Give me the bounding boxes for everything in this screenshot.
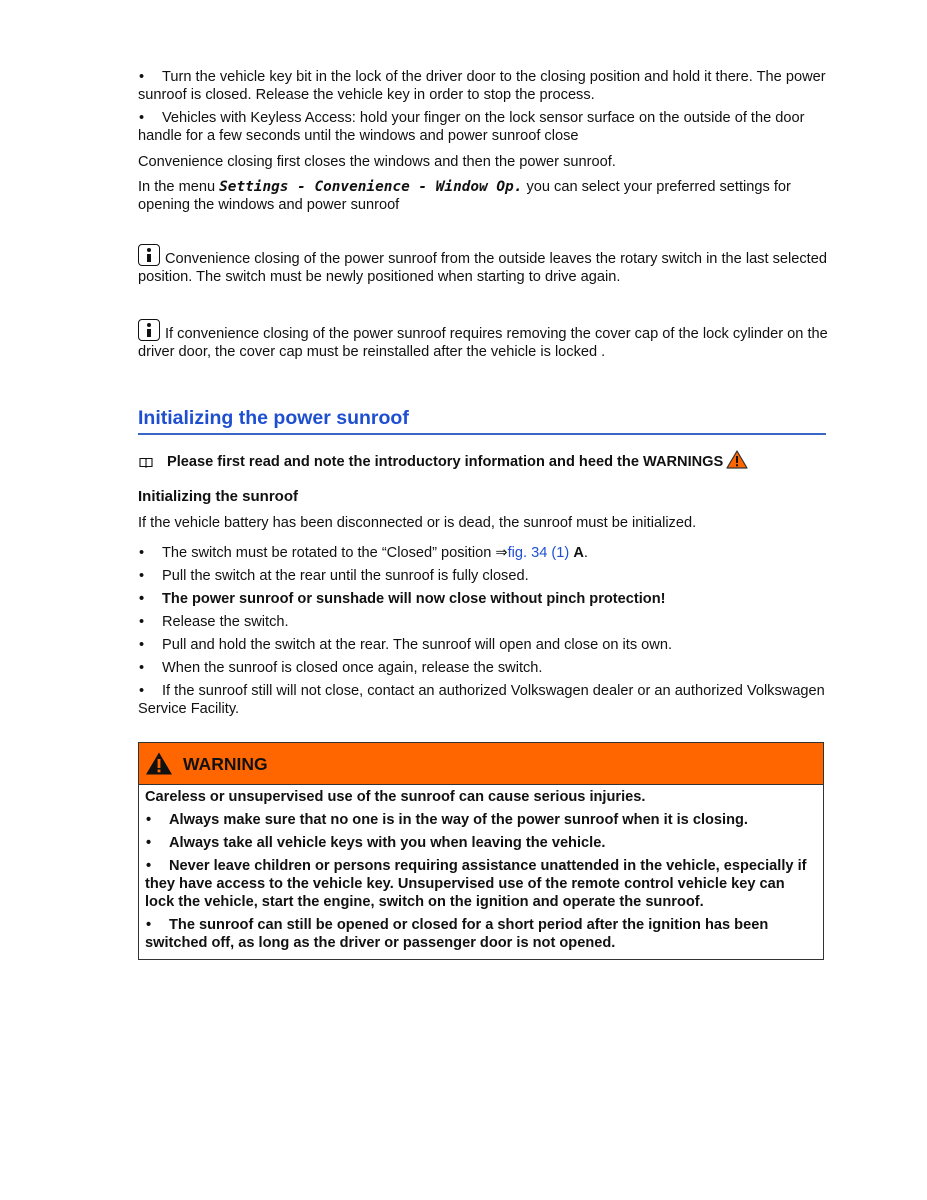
bullet-text: Vehicles with Keyless Access: hold your finger on the lock sensor surface on the outside of the door handle for a few seconds until the windows and power sunroof close — [138, 110, 805, 144]
bullet-text: Turn the vehicle key bit in the lock of the driver door to the closing position and hold it there. The power sunroof is closed. Release the vehicle key in order to stop the process. — [138, 69, 826, 103]
step-text: Pull the switch at the rear until the sunroof is fully closed. — [162, 568, 529, 584]
list-item — [138, 567, 828, 585]
list-item — [138, 613, 828, 631]
convenience-paragraph: Convenience closing first closes the windows and then the power sunroof. — [138, 154, 616, 170]
info-note — [138, 319, 828, 361]
menu-path: Settings - Convenience - Window Op. — [219, 179, 523, 195]
figure-link[interactable]: fig. 34 (1) — [507, 545, 570, 561]
bullet: • — [139, 660, 145, 676]
bullet: • — [146, 835, 152, 851]
bullet: • — [139, 110, 145, 126]
warning-box — [138, 742, 824, 960]
menu-suffix: you can select your preferred settings for opening the windows and power sunroof — [138, 179, 791, 213]
bullet: • — [139, 637, 145, 653]
note-text: If convenience closing of the power sunroof requires removing the cover cap of the lock cylinder on the driver door, the cover cap must be reinstalled after the vehicle is locked . — [138, 326, 828, 360]
bullet: • — [146, 858, 152, 874]
warning-item — [145, 916, 817, 952]
bullet: • — [139, 683, 145, 699]
warning-item-text: Never leave children or persons requiring assistance unattended in the vehicle, especially if they have access to the vehicle key. Unsupervised use of the remote control vehicle key can lock the vehicle, start the engine, switch on the ignition and operate the sunroof. — [145, 858, 807, 910]
warning-header — [139, 743, 823, 785]
bullet: • — [139, 591, 145, 607]
intro-text: Please first read and note the introductory information and heed the WARNINGS — [167, 454, 724, 470]
list-item — [138, 682, 828, 718]
warning-title: WARNING — [183, 753, 268, 774]
list-item — [138, 109, 828, 145]
list-item — [138, 68, 828, 104]
info-note — [138, 244, 828, 286]
warning-item — [145, 857, 817, 911]
step-text: Pull and hold the switch at the rear. The sunroof will open and close on its own. — [162, 637, 673, 653]
section-title: Initializing the power sunroof — [138, 409, 826, 435]
battery-paragraph: If the vehicle battery has been disconnected or is dead, the sunroof must be initialized. — [138, 515, 697, 531]
bullet: • — [139, 614, 145, 630]
document-page — [138, 68, 828, 960]
warning-icon — [145, 751, 173, 776]
subheading: Initializing the sunroof — [138, 488, 298, 505]
step-text: When the sunroof is closed once again, release the switch. — [162, 660, 543, 676]
step-text: The power sunroof or sunshade will now close without pinch protection! — [162, 591, 666, 607]
step-text: If the sunroof still will not close, contact an authorized Volkswagen dealer or an authorized Volkswagen Service Facility. — [138, 683, 825, 717]
bullet: • — [139, 545, 145, 561]
intro-line — [138, 450, 828, 474]
warning-body — [139, 785, 823, 959]
figure-callout: A — [573, 545, 584, 561]
warning-item-text: The sunroof can still be opened or closed for a short period after the ignition has been switched off, as long as the driver or passenger door is not opened. — [145, 917, 769, 951]
list-item — [138, 590, 828, 608]
warning-lead: Careless or unsupervised use of the sunroof can cause serious injuries. — [145, 789, 646, 805]
list-item — [138, 544, 828, 562]
menu-paragraph — [138, 178, 828, 214]
note-text: Convenience closing of the power sunroof from the outside leaves the rotary switch in the last selected position. The switch must be newly positioned when starting to drive again. — [138, 251, 827, 285]
list-item — [138, 636, 828, 654]
warning-item-text: Always make sure that no one is in the way of the power sunroof when it is closing. — [169, 812, 748, 828]
warning-item-text: Always take all vehicle keys with you when leaving the vehicle. — [169, 835, 606, 851]
bullet: • — [139, 568, 145, 584]
bullet: • — [146, 917, 152, 933]
menu-prefix: In the menu — [138, 179, 220, 195]
warning-item — [145, 811, 817, 829]
bullet: • — [146, 812, 152, 828]
step-end: . — [583, 545, 588, 561]
step-text: Release the switch. — [162, 614, 289, 630]
book-icon — [139, 457, 153, 467]
info-icon — [138, 244, 160, 266]
step-text: The switch must be rotated to the “Closed” position ⇒ — [162, 545, 508, 561]
warning-triangle-icon — [726, 450, 748, 474]
list-item — [138, 659, 828, 677]
bullet: • — [139, 69, 145, 85]
warning-item — [145, 834, 817, 852]
info-icon — [138, 319, 160, 341]
